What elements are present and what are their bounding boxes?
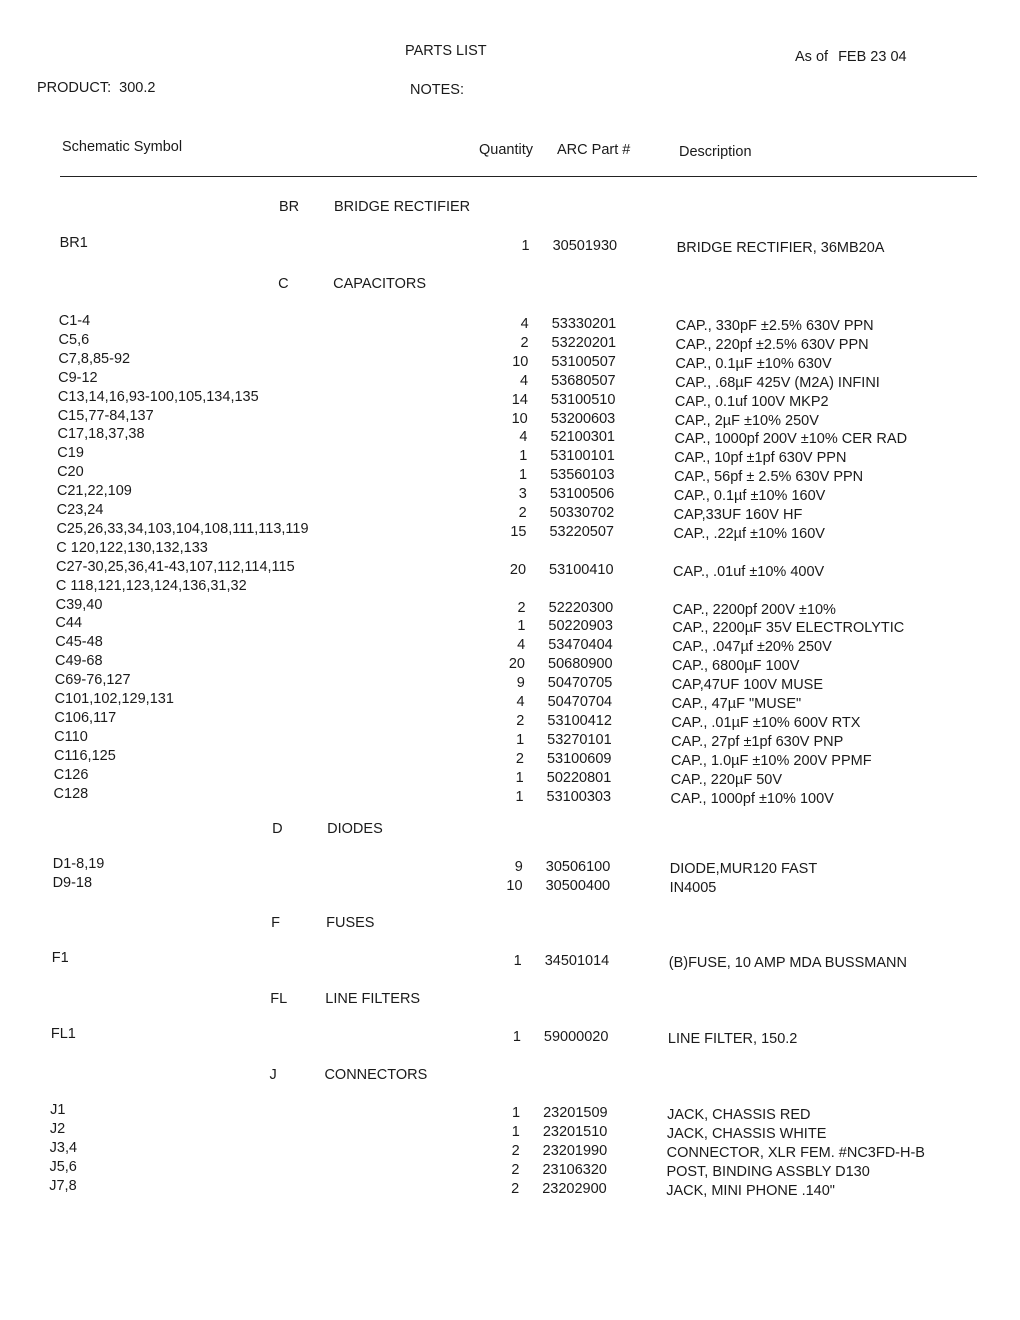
arc-part-number: 53330201: [551, 316, 617, 332]
quantity: 9: [516, 675, 525, 692]
quantity: 4: [516, 694, 525, 710]
quantity: 2: [511, 1180, 520, 1197]
section-code: FL: [270, 991, 288, 1007]
schematic-symbol: C23,24: [56, 502, 104, 518]
schematic-symbol: C13,14,16,93-100,105,134,135: [57, 388, 259, 405]
arc-part-number: 53220507: [549, 523, 614, 540]
description: CAP., .047µf ±20% 250V: [672, 639, 832, 656]
quantity: 1: [521, 238, 530, 254]
description: CAP., 1000pf 200V ±10% CER RAD: [674, 431, 908, 448]
description: CAP., .01uf ±10% 400V: [673, 563, 825, 580]
arc-part-number: 50220801: [546, 769, 612, 786]
arc-part-number: 53100609: [546, 750, 612, 767]
schematic-symbol: J5,6: [49, 1158, 77, 1175]
quantity: 1: [512, 1029, 521, 1045]
quantity: 4: [520, 372, 529, 389]
schematic-symbol: C39,40: [55, 596, 103, 613]
section-code: BR: [279, 199, 300, 215]
description: IN4005: [669, 879, 717, 896]
description: JACK, CHASSIS WHITE: [666, 1125, 827, 1142]
quantity: 1: [516, 731, 525, 748]
description: CAP., 2µF ±10% 250V: [674, 412, 819, 429]
quantity: 2: [515, 750, 524, 767]
arc-part-number: 52100301: [550, 429, 615, 446]
schematic-symbol: C9-12: [58, 369, 98, 386]
section-name: DIODES: [327, 821, 383, 837]
arc-part-number: 53100412: [547, 712, 612, 729]
description: DIODE,MUR120 FAST: [669, 861, 818, 877]
schematic-symbol: C7,8,85-92: [58, 350, 131, 367]
quantity: 1: [519, 467, 528, 484]
description: (B)FUSE, 10 AMP MDA BUSSMANN: [668, 955, 907, 971]
arc-part-number: 50470705: [547, 675, 613, 692]
column-header-part: ARC Part #: [557, 142, 631, 158]
description: CAP., .01µF ±10% 600V RTX: [671, 714, 861, 731]
description: CAP., 1.0µF ±10% 200V PPMF: [670, 752, 872, 769]
arc-part-number: 53220201: [551, 334, 617, 351]
description: CAP., 0.1µf ±10% 160V: [673, 488, 826, 505]
description: CONNECTOR, XLR FEM. #NC3FD-H-B: [666, 1144, 925, 1161]
description: CAP., 27pf ±1pf 630V PNP: [671, 733, 844, 750]
schematic-symbol: C20: [57, 464, 84, 481]
description: CAP,47UF 100V MUSE: [671, 677, 824, 694]
quantity: 1: [515, 788, 524, 805]
schematic-symbol: BR1: [59, 235, 88, 251]
page-title: PARTS LIST: [405, 43, 487, 59]
column-header-description: Description: [679, 144, 752, 160]
arc-part-number: 53100410: [549, 561, 614, 578]
schematic-symbol: F1: [51, 950, 69, 966]
schematic-symbol: FL1: [50, 1026, 76, 1042]
section-name: CAPACITORS: [333, 276, 427, 292]
arc-part-number: 53100506: [549, 486, 615, 503]
description: CAP., 47µF "MUSE": [671, 696, 802, 712]
schematic-symbol: J2: [49, 1120, 66, 1137]
description: CAP., 220pf ±2.5% 630V PPN: [675, 336, 869, 353]
description: CAP., .22µf ±10% 160V: [673, 525, 825, 542]
arc-part-number: 53680507: [551, 372, 616, 389]
quantity: 10: [506, 877, 523, 894]
quantity: 2: [517, 599, 526, 616]
quantity: 9: [514, 859, 523, 875]
schematic-symbol: C128: [53, 785, 89, 802]
quantity: 1: [513, 953, 522, 969]
quantity: 2: [520, 334, 529, 351]
description: CAP,33UF 160V HF: [673, 507, 803, 523]
description: CAP., 2200µF 35V ELECTROLYTIC: [672, 620, 905, 637]
arc-part-number: 50330702: [549, 505, 615, 521]
description: CAP., 56pf ± 2.5% 630V PPN: [674, 469, 864, 486]
arc-part-number: 53100507: [551, 353, 616, 370]
schematic-symbol: C126: [53, 766, 89, 783]
section-code: C: [278, 276, 289, 292]
arc-part-number: 23106320: [542, 1161, 607, 1178]
section-code: D: [272, 821, 283, 837]
description: CAP., 0.1µF ±10% 630V: [675, 355, 832, 372]
quantity: 10: [512, 353, 529, 370]
description: CAP., 10pf ±1pf 630V PPN: [674, 450, 847, 467]
quantity: 1: [517, 618, 526, 635]
description: BRIDGE RECTIFIER, 36MB20A: [676, 240, 885, 256]
schematic-symbol: J3,4: [49, 1139, 78, 1156]
schematic-symbol: D1-8,19: [52, 856, 105, 872]
description: CAP., 330pF ±2.5% 630V PPN: [675, 318, 874, 334]
description: CAP., .68µF 425V (M2A) INFINI: [675, 374, 880, 391]
schematic-symbol: C15,77-84,137: [57, 407, 154, 424]
schematic-symbol: C5,6: [58, 331, 90, 348]
arc-part-number: 23201509: [543, 1105, 608, 1121]
arc-part-number: 30501930: [552, 238, 618, 254]
column-header-quantity: Quantity: [479, 142, 533, 158]
arc-part-number: 53270101: [547, 731, 612, 748]
schematic-symbol: J1: [50, 1102, 66, 1118]
arc-part-number: 50680900: [548, 656, 613, 673]
description: POST, BINDING ASSBLY D130: [666, 1163, 870, 1180]
schematic-symbol: C21,22,109: [56, 483, 132, 500]
schematic-symbol: C17,18,37,38: [57, 426, 145, 443]
quantity: 14: [511, 391, 528, 408]
product-label: PRODUCT:: [37, 80, 112, 96]
schematic-symbol: C27-30,25,36,41-43,107,112,114,115: [56, 558, 295, 575]
quantity: 20: [508, 656, 525, 673]
quantity: 2: [516, 712, 525, 729]
description: LINE FILTER, 150.2: [667, 1031, 798, 1047]
quantity: 20: [509, 561, 527, 578]
description: JACK, MINI PHONE .140": [666, 1182, 835, 1199]
schematic-symbol: C110: [54, 728, 88, 745]
as-of-label: As of: [795, 49, 829, 65]
arc-part-number: 59000020: [543, 1029, 609, 1045]
arc-part-number: 53200603: [550, 410, 616, 427]
quantity: 4: [517, 637, 526, 654]
column-header-symbol: Schematic Symbol: [62, 139, 183, 155]
description: CAP., 220µF 50V: [670, 771, 783, 788]
schematic-symbol: C45-48: [55, 634, 103, 651]
arc-part-number: 23201510: [542, 1123, 608, 1140]
schematic-symbol: C19: [57, 445, 84, 462]
quantity: 15: [510, 523, 527, 540]
arc-part-number: 53560103: [550, 467, 615, 484]
schematic-symbol: D9-18: [52, 874, 93, 891]
arc-part-number: 53100303: [546, 788, 612, 805]
schematic-symbol: C1-4: [58, 313, 91, 329]
description: JACK, CHASSIS RED: [667, 1107, 811, 1123]
schematic-symbol: C44: [55, 615, 83, 632]
schematic-symbol: C49-68: [55, 653, 103, 670]
description: CAP., 6800µF 100V: [672, 658, 800, 675]
schematic-symbol: C25,26,33,34,103,104,108,111,113,119: [56, 520, 309, 537]
description: CAP., 0.1uf 100V MKP2: [674, 393, 829, 410]
description: CAP., 1000pf ±10% 100V: [670, 790, 834, 807]
arc-part-number: 30506100: [545, 859, 611, 875]
description: CAP., 2200pf 200V ±10%: [672, 601, 836, 618]
arc-part-number: 53100510: [550, 391, 616, 408]
arc-part-number: 53470404: [548, 637, 613, 654]
arc-part-number: 30500400: [545, 877, 611, 894]
arc-part-number: 53100101: [550, 448, 615, 465]
arc-part-number: 50220903: [548, 618, 613, 635]
section-code: J: [269, 1067, 277, 1083]
quantity: 1: [511, 1105, 521, 1121]
section-name: BRIDGE RECTIFIER: [334, 199, 471, 215]
schematic-symbol-continued: C 118,121,123,124,136,31,32: [55, 577, 247, 594]
arc-part-number: 23201990: [542, 1142, 608, 1159]
quantity: 2: [511, 1161, 520, 1178]
section-name: FUSES: [326, 915, 375, 931]
quantity: 2: [511, 1142, 520, 1159]
section-code: F: [271, 915, 280, 931]
schematic-symbol: C116,125: [53, 747, 116, 764]
quantity: 4: [519, 429, 528, 446]
arc-part-number: 23202900: [542, 1180, 607, 1197]
as-of: [795, 48, 907, 66]
quantity: 2: [518, 505, 527, 521]
section-name: LINE FILTERS: [325, 991, 421, 1007]
notes-label: NOTES:: [410, 82, 464, 98]
header-divider: [60, 176, 977, 177]
schematic-symbol-continued: C 120,122,130,132,133: [56, 539, 208, 556]
quantity: 3: [518, 486, 527, 503]
schematic-symbol: J7,8: [49, 1177, 77, 1194]
as-of-date: FEB 23 04: [838, 49, 907, 65]
section-name: CONNECTORS: [324, 1067, 428, 1083]
schematic-symbol: C69-76,127: [54, 672, 131, 689]
arc-part-number: 50470704: [547, 694, 613, 710]
quantity: 1: [511, 1123, 520, 1140]
schematic-symbol: C101,102,129,131: [54, 691, 174, 707]
product-value: 300.2: [119, 80, 156, 96]
arc-part-number: 52220300: [548, 599, 614, 616]
schematic-symbol: C106,117: [54, 709, 117, 726]
quantity: 1: [519, 448, 528, 465]
quantity: 1: [515, 769, 524, 786]
product: [37, 79, 155, 97]
quantity: 10: [511, 410, 528, 427]
quantity: 4: [520, 316, 529, 332]
arc-part-number: 34501014: [544, 953, 610, 969]
